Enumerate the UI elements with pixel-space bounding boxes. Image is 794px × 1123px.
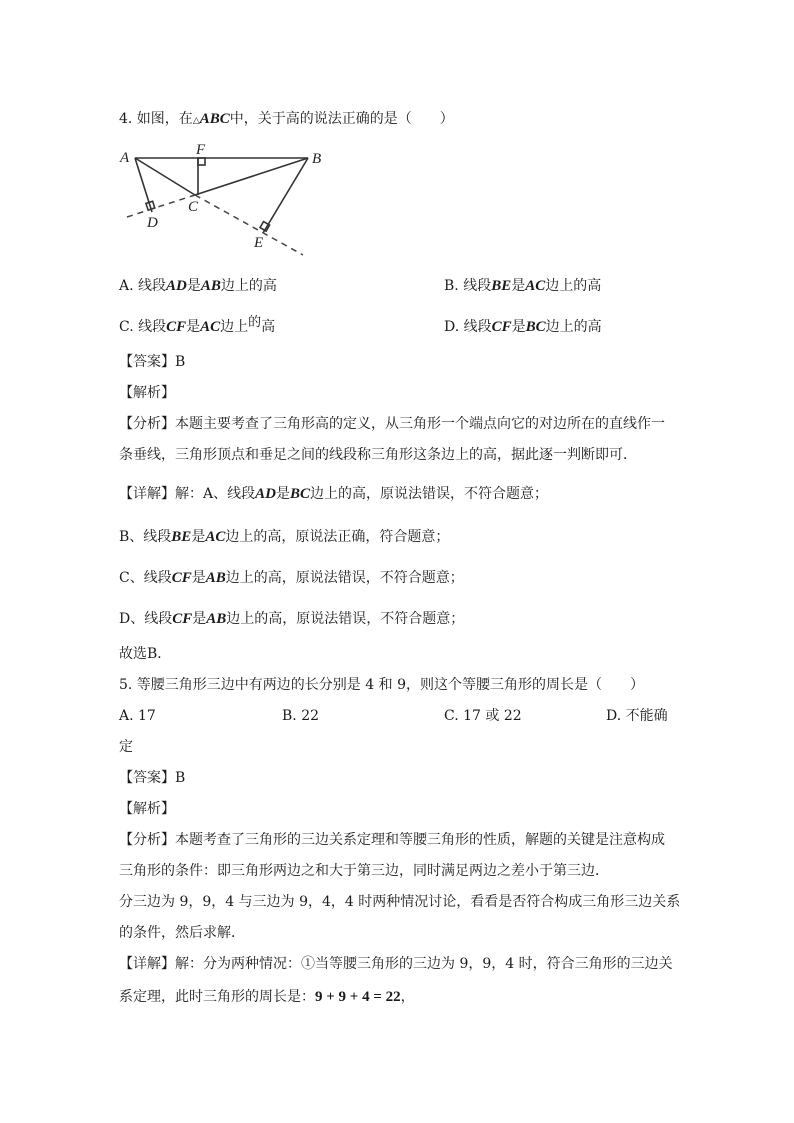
q4-option-a[interactable] [119, 276, 277, 296]
option-mid: 是 [511, 319, 526, 335]
option-suffix: 边上的高 [545, 278, 602, 294]
q4-conclusion: 故选B． [119, 646, 172, 662]
detail-prefix: C、线段 [119, 570, 172, 586]
detail-side: AB [206, 611, 227, 627]
option-prefix: B. 线段 [444, 278, 492, 294]
q4-stem [119, 109, 454, 131]
q5-option-c[interactable]: C. 17 或 22 [444, 708, 522, 724]
q4-analysis-line-2: 条垂线，三角形顶点和垂足之间的线段称三角形这条边上的高，据此逐一判断即可． [119, 447, 637, 463]
detail-suffix: 边上的高，原说法错误，不符合题意； [226, 611, 465, 627]
option-segment: CF [491, 319, 512, 335]
label-a: A [120, 150, 130, 166]
option-mid: 是 [186, 278, 201, 294]
detail-segment: CF [172, 611, 193, 627]
option-prefix: C. 线段 [119, 319, 167, 335]
q5-detail-line-2 [119, 987, 415, 1007]
label-c: C [188, 199, 199, 215]
detail-segment: CF [171, 570, 192, 586]
detail-side: BC [289, 486, 310, 502]
q4-figure [115, 143, 340, 263]
q4-detail-d [119, 609, 464, 629]
detail-suffix: 边上的高，原说法正确，符合题意； [225, 529, 450, 545]
option-side: AC [525, 278, 546, 294]
detail-prefix: 【详解】解：A、线段 [119, 486, 256, 502]
option-segment: AD [166, 278, 187, 294]
option-suffix: 边上的高 [545, 319, 602, 335]
detail-segment: BE [171, 529, 192, 545]
label-d: D [147, 215, 158, 231]
detail-mid: 是 [191, 570, 206, 586]
option-suffix-raised: 的 [248, 315, 262, 330]
perimeter-equation: 9 + 9 + 4 = 22 [315, 989, 401, 1005]
triangle-abc: ABC [199, 111, 230, 127]
detail-suffix: 边上的高，原说法错误，不符合题意； [225, 570, 464, 586]
detail-prefix: D、线段 [119, 611, 173, 627]
q4-analysis-title: 【解析】 [119, 385, 175, 401]
q5-option-d-cont: 定 [119, 739, 133, 755]
q4-option-c[interactable] [119, 317, 275, 338]
detail-side: AC [205, 529, 226, 545]
q4-detail-b [119, 527, 449, 547]
q5-analysis-line-4: 的条件，然后求解． [119, 925, 245, 941]
option-side: BC [525, 319, 546, 335]
q5-analysis-line-3: 分三边为 9，9，4 与三边为 9，4，4 时两种情况讨论，看看是否符合构成三角形三边关系 [119, 894, 681, 910]
option-suffix: 边上的高 [220, 278, 277, 294]
option-suffix-end: 高 [261, 319, 276, 335]
q5-answer: 【答案】B [119, 770, 186, 786]
triangle-symbol: △ [192, 116, 200, 126]
q4-option-d[interactable] [444, 317, 602, 337]
q5-option-b[interactable]: B. 22 [282, 708, 320, 724]
q5-stem: 5. 等腰三角形三边中有两边的长分别是 4 和 9，则这个等腰三角形的周长是（ ） [119, 677, 644, 693]
option-mid: 是 [511, 278, 526, 294]
detail-prefix: B、线段 [119, 529, 172, 545]
q4-option-b[interactable] [444, 276, 601, 296]
detail-end: ， [400, 989, 415, 1005]
q5-analysis-line-2: 三角形的条件：即三角形两边之和大于第三边，同时满足两边之差小于第三边． [119, 863, 609, 879]
q4-answer: 【答案】B [119, 354, 186, 370]
detail-mid: 是 [191, 529, 206, 545]
q4-stem-pre: 4. 如图，在 [119, 111, 193, 127]
option-segment: BE [491, 278, 512, 294]
option-side: AB [200, 278, 221, 294]
q5-option-d[interactable]: D. 不能确 [606, 708, 668, 724]
detail-mid: 是 [192, 611, 207, 627]
detail-side: AB [205, 570, 226, 586]
detail-mid: 是 [275, 486, 290, 502]
detail-suffix: 边上的高，原说法错误，不符合题意； [309, 486, 548, 502]
q5-analysis-title: 【解析】 [119, 801, 175, 817]
label-f: F [196, 143, 206, 158]
q5-analysis-line-1: 【分析】本题考查了三角形的三边关系定理和等腰三角形的性质，解题的关键是注意构成 [119, 832, 665, 848]
label-b: B [312, 151, 322, 167]
q4-detail-a [119, 484, 548, 504]
q4-detail-c [119, 568, 464, 588]
option-prefix: A. 线段 [119, 278, 167, 294]
option-prefix: D. 线段 [444, 319, 492, 335]
option-side: AC [200, 319, 221, 335]
q4-stem-post: 中，关于高的说法正确的是（ ） [229, 111, 454, 127]
detail-text: 系定理，此时三角形的周长是： [119, 989, 315, 1005]
q4-analysis-line-1: 【分析】本题主要考查了三角形高的定义，从三角形一个端点向它的对边所在的直线作一 [119, 416, 665, 432]
detail-segment: AD [255, 486, 276, 502]
q5-detail-line-1: 【详解】解：分为两种情况：①当等腰三角形的三边为 9，9，4 时，符合三角形的三边关 [119, 956, 673, 972]
option-segment: CF [166, 319, 187, 335]
q5-option-a[interactable]: A. 17 [119, 708, 156, 724]
option-mid: 是 [186, 319, 201, 335]
label-e: E [254, 235, 264, 251]
option-suffix: 边上 [220, 319, 249, 335]
